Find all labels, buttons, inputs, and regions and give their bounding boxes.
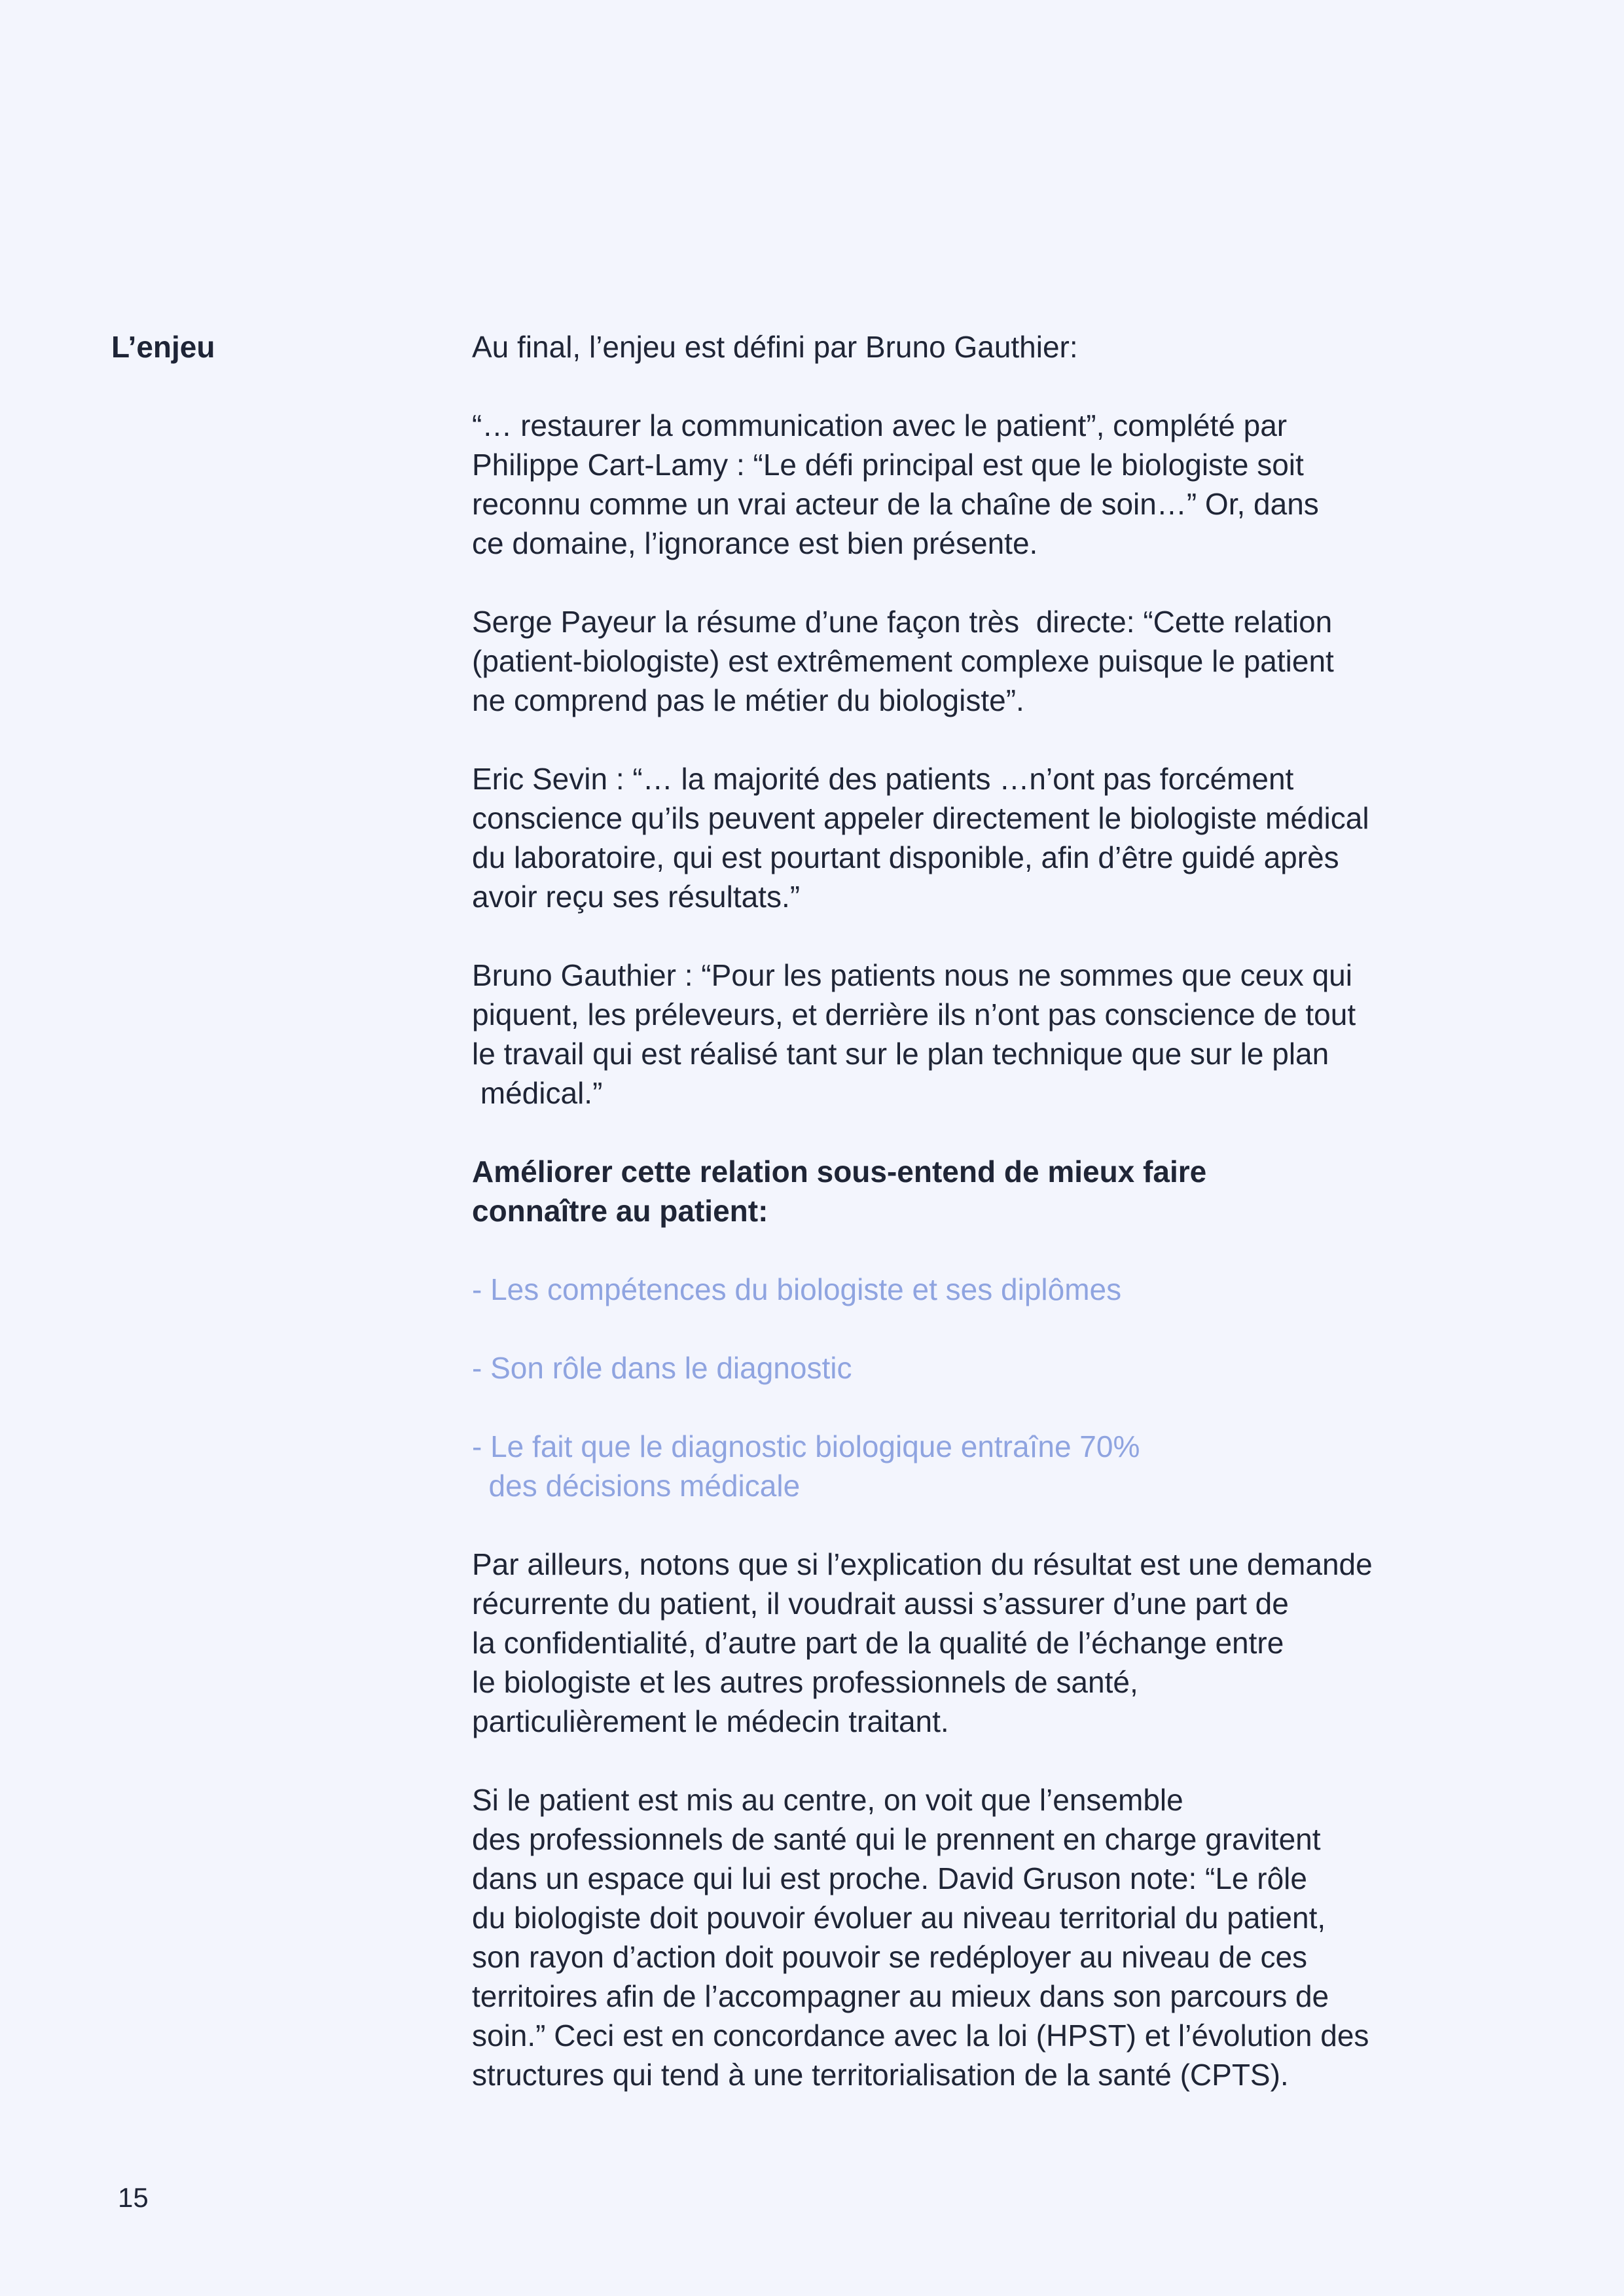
- body-text: [472, 327, 1519, 2134]
- text-line: piquent, les préleveurs, et derrière ils n’ont pas conscience de tout: [472, 997, 1356, 1031]
- text-line: médical.”: [472, 1076, 603, 1110]
- text-line: conscience qu’ils peuvent appeler directement le biologiste médical: [472, 801, 1369, 835]
- text-line: - Les compétences du biologiste et ses diplômes: [472, 1272, 1122, 1306]
- text-line: - Son rôle dans le diagnostic: [472, 1351, 852, 1385]
- text-line: Par ailleurs, notons que si l’explication du résultat est une demande: [472, 1547, 1373, 1581]
- text-line: Philippe Cart-Lamy : “Le défi principal est que le biologiste soit: [472, 448, 1304, 482]
- text-line: Eric Sevin : “… la majorité des patients …n’ont pas forcément: [472, 762, 1294, 796]
- paragraph-confidentiality: [472, 1545, 1519, 1741]
- text-line: Serge Payeur la résume d’une façon très directe: “Cette relation: [472, 605, 1333, 639]
- list-item: [472, 1427, 1519, 1505]
- text-line: avoir reçu ses résultats.”: [472, 880, 801, 914]
- text-line: ce domaine, l’ignorance est bien présente.: [472, 526, 1038, 560]
- paragraph-quote-payeur: [472, 602, 1519, 720]
- text-line: dans un espace qui lui est proche. David Gruson note: “Le rôle: [472, 1861, 1307, 1895]
- paragraph-quote-gauthier-cartlamy: [472, 406, 1519, 563]
- list-item: [472, 1270, 1519, 1309]
- text-line: territoires afin de l’accompagner au mieux dans son parcours de: [472, 1979, 1329, 2013]
- text-line: structures qui tend à une territorialisation de la santé (CPTS).: [472, 2058, 1289, 2092]
- bullet-list: [472, 1270, 1519, 1505]
- paragraph-territorial: [472, 1780, 1519, 2094]
- page-number: 15: [118, 2182, 149, 2213]
- text-line: reconnu comme un vrai acteur de la chaîne de soin…” Or, dans: [472, 487, 1319, 521]
- text-line: Si le patient est mis au centre, on voit que l’ensemble: [472, 1783, 1183, 1817]
- paragraph-quote-gauthier: [472, 956, 1519, 1113]
- text-line: - Le fait que le diagnostic biologique entraîne 70%: [472, 1429, 1140, 1463]
- list-item: [472, 1348, 1519, 1388]
- text-line: le biologiste et les autres professionnels de santé,: [472, 1665, 1138, 1699]
- text-line: le travail qui est réalisé tant sur le plan technique que sur le plan: [472, 1037, 1329, 1071]
- paragraph-emphasis: [472, 1152, 1519, 1230]
- text-line: connaître au patient:: [472, 1194, 768, 1228]
- text-line: ne comprend pas le métier du biologiste”.: [472, 683, 1024, 717]
- paragraph-intro: [472, 327, 1519, 367]
- text-line: Améliorer cette relation sous-entend de mieux faire: [472, 1155, 1207, 1189]
- text-line: Au final, l’enjeu est défini par Bruno Gauthier:: [472, 330, 1078, 364]
- text-line: du laboratoire, qui est pourtant disponible, afin d’être guidé après: [472, 840, 1339, 874]
- text-line: des professionnels de santé qui le prennent en charge gravitent: [472, 1822, 1321, 1856]
- text-line: (patient-biologiste) est extrêmement complexe puisque le patient: [472, 644, 1334, 678]
- text-line: “… restaurer la communication avec le patient”, complété par: [472, 408, 1288, 442]
- text-line: du biologiste doit pouvoir évoluer au niveau territorial du patient,: [472, 1901, 1326, 1935]
- text-line: soin.” Ceci est en concordance avec la loi (HPST) et l’évolution des: [472, 2018, 1369, 2053]
- paragraph-quote-sevin: [472, 759, 1519, 916]
- text-line: récurrente du patient, il voudrait aussi s’assurer d’une part de: [472, 1587, 1289, 1621]
- text-line: particulièrement le médecin traitant.: [472, 1704, 949, 1738]
- section-heading: L’enjeu: [111, 330, 215, 364]
- text-line: Bruno Gauthier : “Pour les patients nous ne sommes que ceux qui: [472, 958, 1352, 992]
- text-line: la confidentialité, d’autre part de la qualité de l’échange entre: [472, 1626, 1284, 1660]
- text-line: des décisions médicale: [472, 1469, 801, 1503]
- text-line: son rayon d’action doit pouvoir se redéployer au niveau de ces: [472, 1940, 1308, 1974]
